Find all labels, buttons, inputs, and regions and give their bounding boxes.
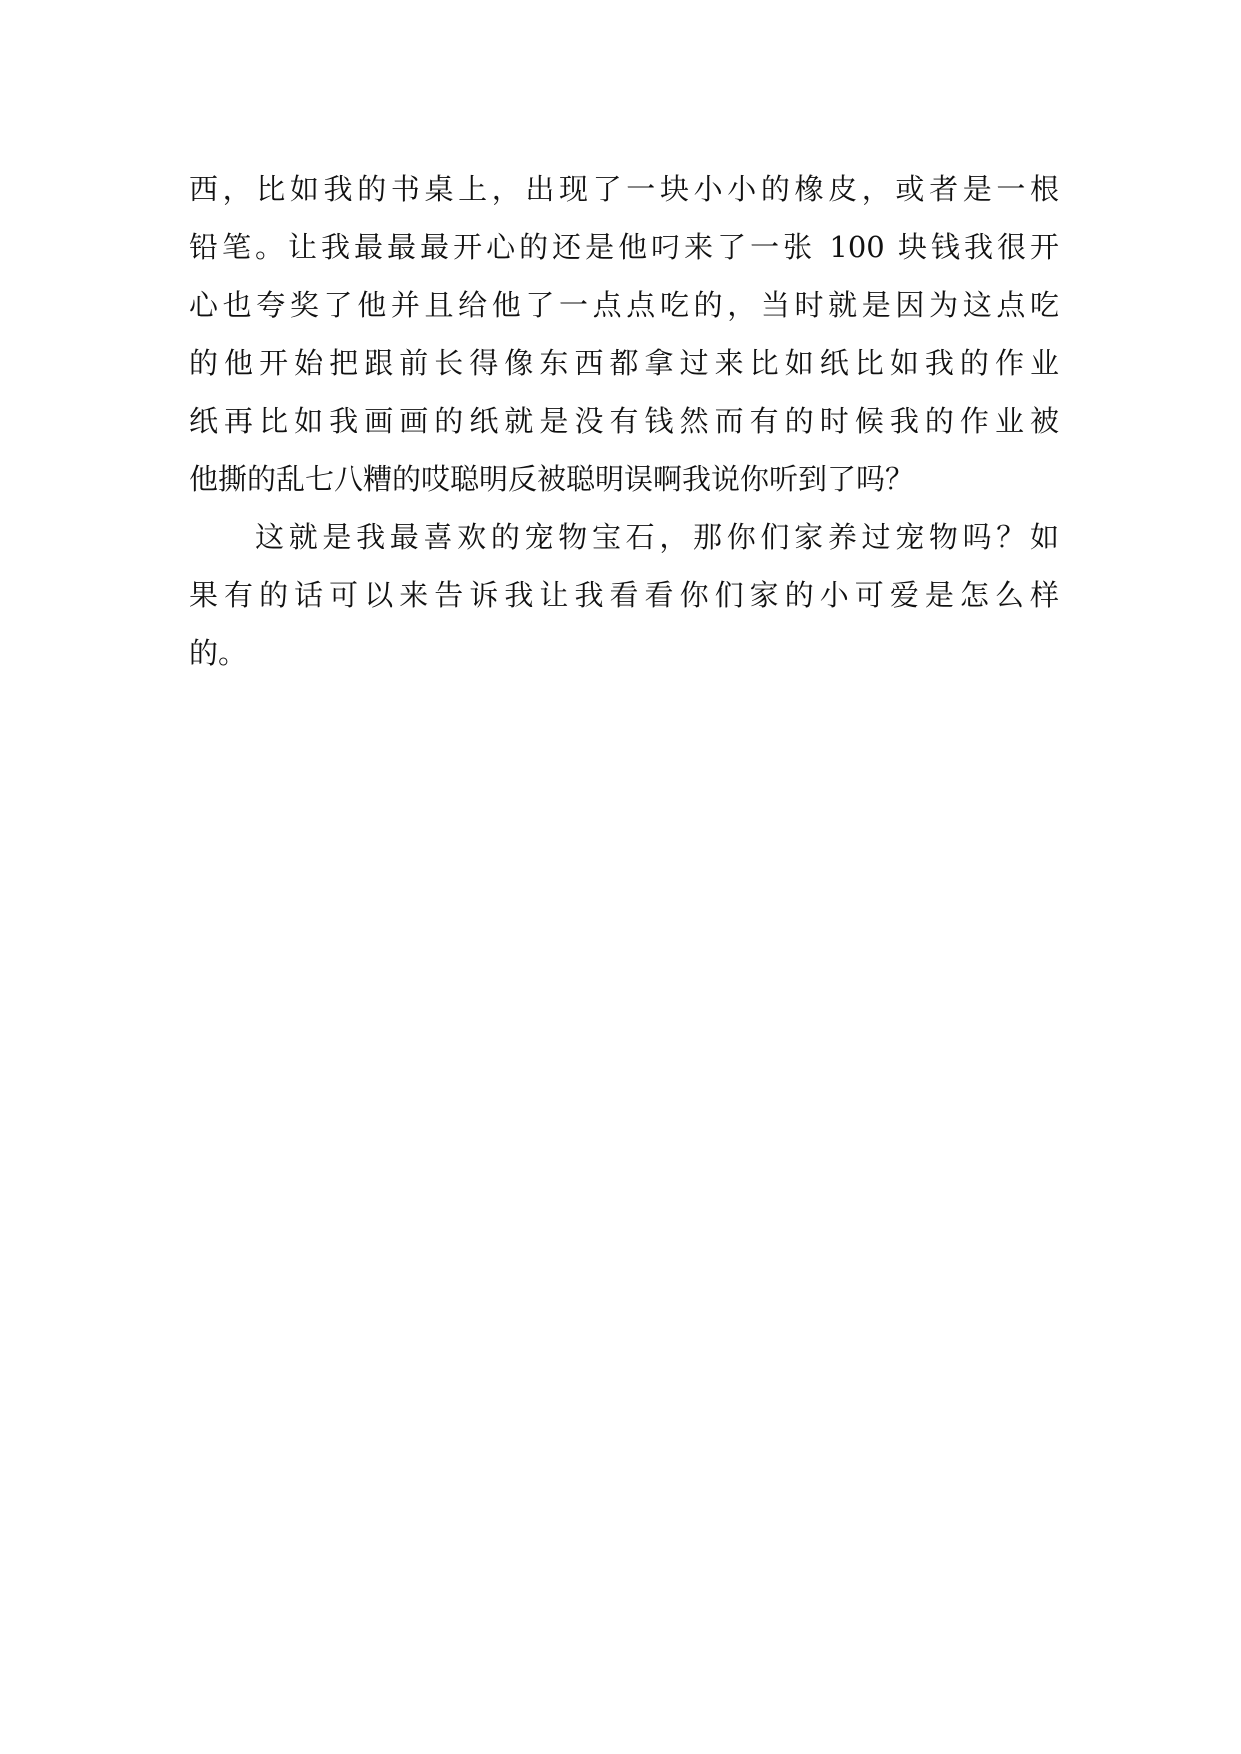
paragraph-closing bbox=[189, 508, 1059, 682]
text-line: 的他开始把跟前长得像东西都拿过来比如纸比如我的作业 bbox=[189, 346, 1059, 380]
body-text bbox=[189, 160, 1059, 682]
text-line: 西，比如我的书桌上，出现了一块小小的橡皮，或者是一根 bbox=[189, 172, 1059, 206]
text-line: 的。 bbox=[189, 636, 248, 670]
text-line: 这就是我最喜欢的宠物宝石，那你们家养过宠物吗？如 bbox=[255, 520, 1059, 554]
text-line: 铅笔。让我最最最开心的还是他叼来了一张 100 块钱我很开 bbox=[189, 230, 1059, 264]
text-line: 心也夸奖了他并且给他了一点点吃的，当时就是因为这点吃 bbox=[189, 288, 1059, 322]
text-line: 他撕的乱七八糟的哎聪明反被聪明误啊我说你听到了吗？ bbox=[189, 462, 915, 496]
text-line: 纸再比如我画画的纸就是没有钱然而有的时候我的作业被 bbox=[189, 404, 1059, 438]
text-line: 果有的话可以来告诉我让我看看你们家的小可爱是怎么样 bbox=[189, 578, 1059, 612]
paragraph-continued bbox=[189, 160, 1059, 508]
